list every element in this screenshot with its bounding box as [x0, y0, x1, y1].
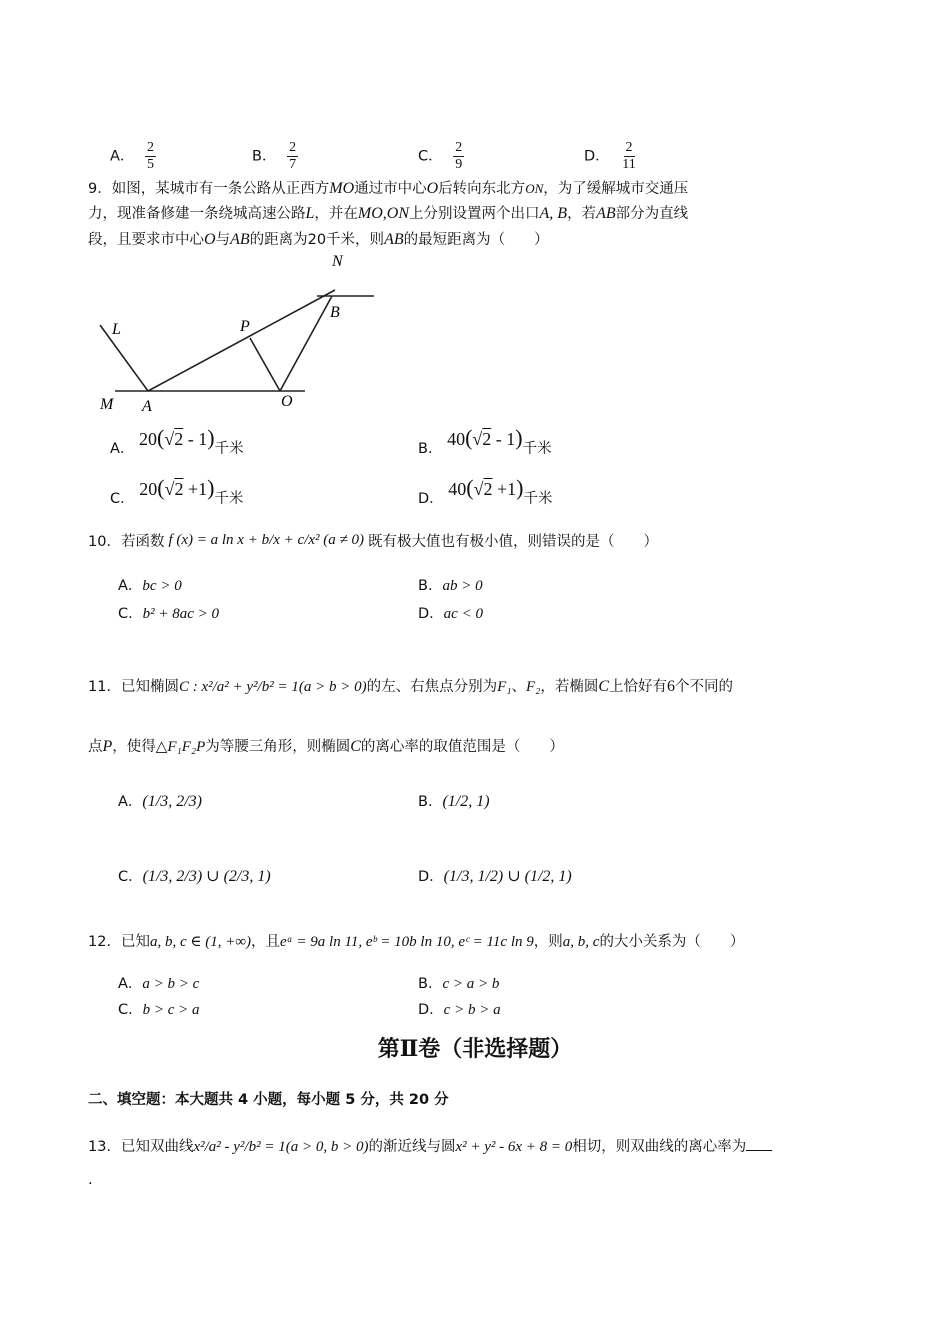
- label-o: O: [281, 393, 293, 410]
- q12-option-b: B．c > a > b: [418, 976, 500, 992]
- q9-option-b: B． 40(√2 - 1)千米: [418, 425, 552, 457]
- q13-end: .: [88, 1172, 93, 1188]
- label-p: P: [240, 318, 250, 335]
- q11-option-b: B．(1/2, 1): [418, 793, 490, 810]
- q8-option-d: D． $\frac{2}{11}$: [584, 140, 636, 172]
- section-title: 第Ⅱ卷（非选择题）: [377, 1036, 573, 1062]
- label-a: A: [142, 398, 152, 415]
- q12-option-c: C．b > c > a: [118, 1002, 200, 1018]
- q9-line-1: 9．如图，某城市有一条公路从正西方MO通过市中心O后转向东北方ON，为了缓解城市交通压: [88, 180, 689, 197]
- label-n: N: [332, 253, 343, 270]
- section2-header: 二、填空题：本大题共 4 小题，每小题 5 分，共 20 分: [88, 1092, 449, 1108]
- label-l: L: [112, 321, 121, 338]
- q10-function: f (x) = a ln x + b/x + c/x² (a ≠ 0): [168, 532, 364, 548]
- q9-figure: [90, 250, 390, 420]
- q13-stem: 13．已知双曲线x²/a² - y²/b² = 1(a > 0, b > 0)的渐近线与圆x² + y² - 6x + 8 = 0相切，则双曲线的离心率为: [88, 1135, 772, 1156]
- q10-stem: 10．若函数 f (x) = a ln x + b/x + c/x² (a ≠ 0) 既有极大值也有极小值，则错误的是（ ）: [88, 532, 658, 550]
- q11-line-2: 点P，使得△F₁F₂P为等腰三角形，则椭圆C的离心率的取值范围是（ ）: [88, 738, 564, 755]
- q8-option-a: A． $\frac{2}{5}$: [110, 140, 155, 172]
- q10-option-b: B．ab > 0: [418, 578, 483, 594]
- q9-option-d: D． 40(√2 +1)千米: [418, 475, 553, 507]
- label-b: B: [330, 304, 340, 321]
- q11-option-d: D．(1/3, 1/2) ∪ (1/2, 1): [418, 868, 572, 885]
- road-l: [100, 325, 148, 391]
- q9-option-a: A． 20(√2 - 1)千米: [110, 425, 244, 457]
- q10-option-c: C．b² + 8ac > 0: [118, 606, 220, 622]
- q9-line-3: 段，且要求市中心O与AB的距离为20千米，则AB的最短距离为（ ）: [88, 231, 549, 248]
- label-m: M: [100, 396, 114, 413]
- answer-blank[interactable]: [746, 1136, 772, 1151]
- segment-op: [250, 338, 280, 391]
- q12-option-a: A．a > b > c: [118, 976, 200, 992]
- q10-option-a: A．bc > 0: [118, 578, 182, 594]
- road-on: [280, 296, 332, 391]
- q9-option-c: C． 20(√2 +1)千米: [110, 475, 244, 507]
- q12-stem: 12．已知a, b, c ∈ (1, +∞)，且eᵃ = 9a ln 11, eᵇ = 10b ln 10, eᶜ = 11c ln 9，则a, b, c的大小关系为（ ）: [88, 934, 745, 950]
- q11-option-c: C．(1/3, 2/3) ∪ (2/3, 1): [118, 868, 271, 885]
- q8-option-b: B． $\frac{2}{7}$: [252, 140, 297, 172]
- q8-option-c: C． $\frac{2}{9}$: [418, 140, 463, 172]
- q11-line-1: 11．已知椭圆C : x²/a² + y²/b² = 1(a > b > 0)的左、右焦点分别为F₁、F₂，若椭圆C上恰好有6个不同的: [88, 678, 734, 695]
- q12-option-d: D．c > b > a: [418, 1002, 501, 1018]
- q9-line-2: 力，现准备修建一条绕城高速公路L，并在MO,ON上分别设置两个出口A, B，若AB部分为直线: [88, 205, 689, 222]
- q11-option-a: A．(1/3, 2/3): [118, 793, 202, 810]
- q10-option-d: D．ac < 0: [418, 606, 483, 622]
